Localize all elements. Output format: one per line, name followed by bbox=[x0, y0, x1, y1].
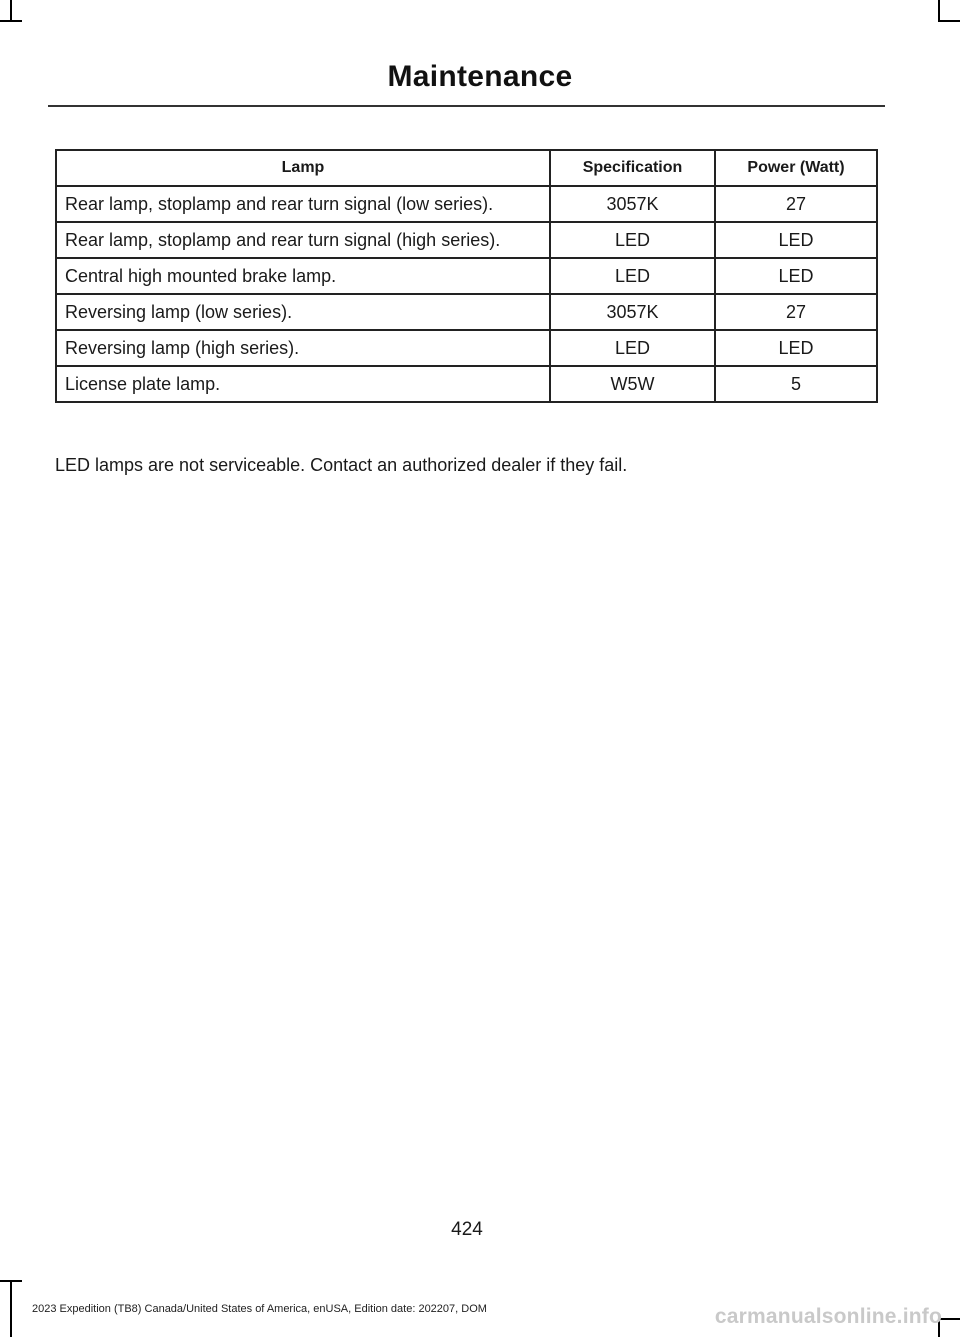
table-row bbox=[56, 222, 877, 258]
column-header-lamp: Lamp bbox=[56, 150, 550, 186]
cell-lamp: Central high mounted brake lamp. bbox=[56, 258, 550, 294]
table-row bbox=[56, 186, 877, 222]
table-row bbox=[56, 330, 877, 366]
crop-mark-top-left bbox=[10, 0, 12, 22]
header-divider bbox=[48, 105, 885, 107]
table-row bbox=[56, 258, 877, 294]
crop-mark-top-left bbox=[0, 20, 22, 22]
cell-specification: W5W bbox=[550, 366, 715, 402]
cell-power: LED bbox=[715, 258, 877, 294]
table-header-row bbox=[56, 150, 877, 186]
cell-specification: LED bbox=[550, 330, 715, 366]
cell-lamp: Reversing lamp (high series). bbox=[56, 330, 550, 366]
crop-mark-top-right bbox=[938, 20, 960, 22]
cell-power: 27 bbox=[715, 294, 877, 330]
cell-lamp: Reversing lamp (low series). bbox=[56, 294, 550, 330]
crop-mark-bottom-left bbox=[10, 1280, 12, 1337]
cell-specification: 3057K bbox=[550, 294, 715, 330]
table-row bbox=[56, 366, 877, 402]
table-row bbox=[56, 294, 877, 330]
page-title: Maintenance bbox=[387, 60, 573, 93]
lamp-spec-table bbox=[55, 149, 878, 403]
cell-specification: LED bbox=[550, 222, 715, 258]
cell-power: LED bbox=[715, 222, 877, 258]
column-header-specification: Specification bbox=[550, 150, 715, 186]
cell-lamp: License plate lamp. bbox=[56, 366, 550, 402]
watermark: carmanualsonline.info bbox=[714, 1305, 942, 1328]
cell-lamp: Rear lamp, stoplamp and rear turn signal (high series). bbox=[56, 222, 550, 258]
crop-mark-bottom-left bbox=[0, 1280, 22, 1282]
cell-specification: LED bbox=[550, 258, 715, 294]
edition-footer: 2023 Expedition (TB8) Canada/United States of America, enUSA, Edition date: 202207, DOM bbox=[32, 1303, 487, 1315]
cell-lamp: Rear lamp, stoplamp and rear turn signal (low series). bbox=[56, 186, 550, 222]
cell-power: 27 bbox=[715, 186, 877, 222]
cell-specification: 3057K bbox=[550, 186, 715, 222]
crop-mark-top-right bbox=[938, 0, 940, 22]
cell-power: LED bbox=[715, 330, 877, 366]
cell-power: 5 bbox=[715, 366, 877, 402]
column-header-power: Power (Watt) bbox=[715, 150, 877, 186]
page-number: 424 bbox=[451, 1219, 483, 1240]
led-service-note: LED lamps are not serviceable. Contact an authorized dealer if they fail. bbox=[55, 455, 628, 475]
